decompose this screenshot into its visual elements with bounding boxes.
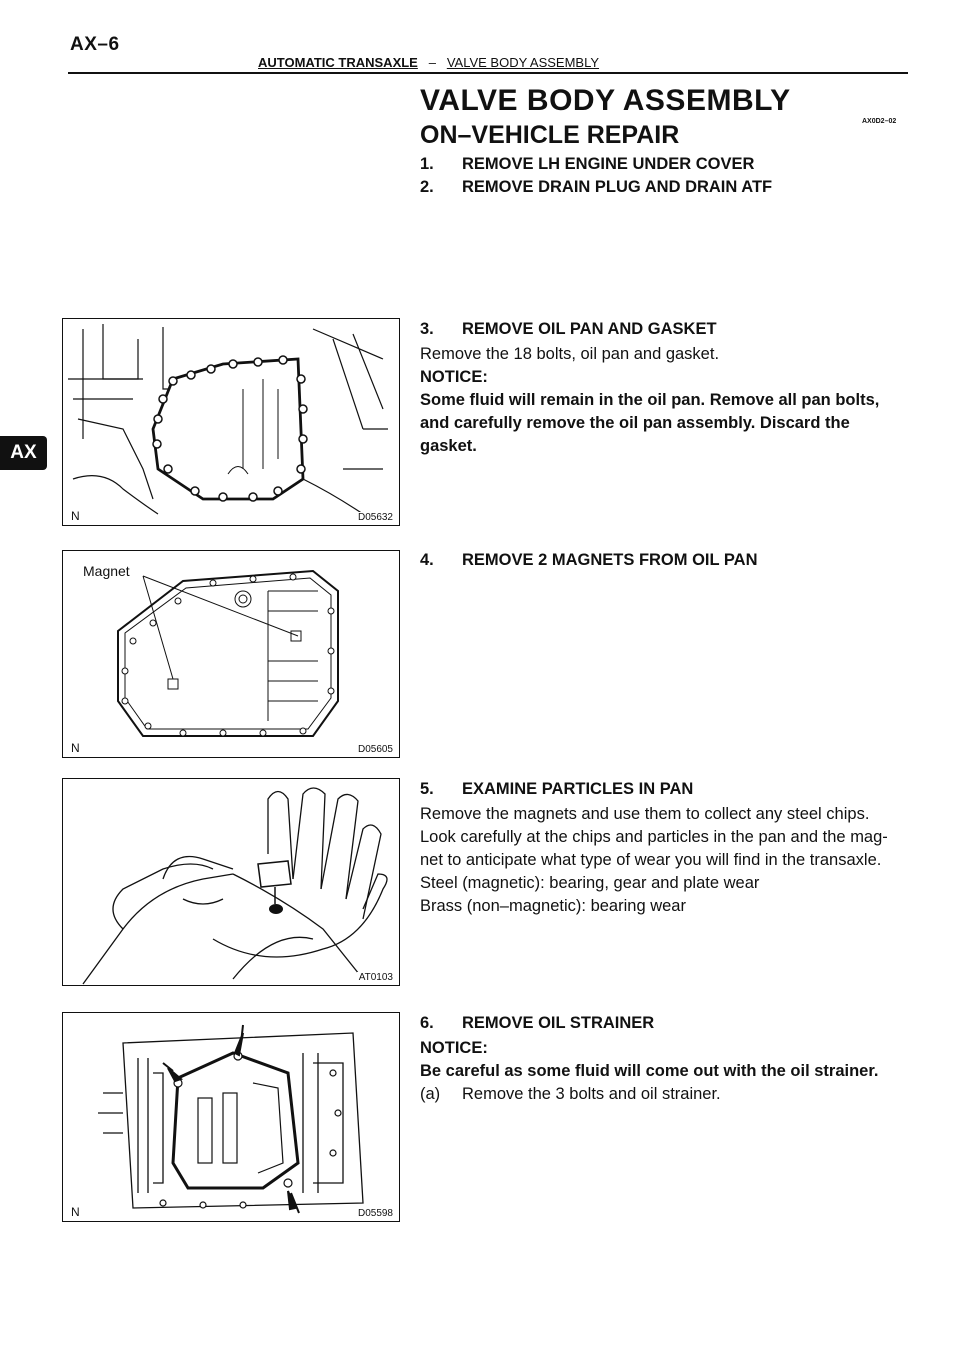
step-3 (420, 320, 717, 339)
step-5 (420, 780, 693, 799)
step-5-line-3: net to anticipate what type of wear you will find in the transaxle. (420, 851, 882, 869)
step-1 (420, 155, 754, 174)
subsection-title: VALVE BODY ASSEMBLY (446, 55, 600, 70)
step-3-instruction: Remove the 18 bolts, oil pan and gasket. (420, 345, 720, 363)
step-6-substep-a-text: Remove the 3 bolts and oil strainer. (462, 1085, 721, 1103)
magnet-callout: Magnet (83, 563, 130, 579)
step-2-number: 2. (420, 178, 434, 196)
step-4-number: 4. (420, 551, 434, 569)
hand-particles-illustration (63, 779, 399, 985)
oil-pan-magnets-illustration (63, 551, 399, 757)
step-2 (420, 178, 772, 197)
step-4 (420, 551, 758, 570)
section-header (258, 55, 599, 70)
step-3-notice-line-3: gasket. (420, 437, 477, 455)
figure-4-code: D05598 (357, 1208, 393, 1219)
step-5-line-5: Brass (non–magnetic): bearing wear (420, 897, 686, 915)
step-5-line-2: Look carefully at the chips and particles in the pan and the mag- (420, 828, 888, 846)
step-5-number: 5. (420, 780, 434, 798)
page-number: AX–6 (70, 34, 120, 55)
step-6-title: REMOVE OIL STRAINER (462, 1014, 655, 1032)
step-6 (420, 1014, 654, 1033)
step-2-title: REMOVE DRAIN PLUG AND DRAIN ATF (462, 178, 773, 196)
step-3-number: 3. (420, 320, 434, 338)
step-3-notice-line-2: and carefully remove the oil pan assembly. Discard the (420, 414, 850, 432)
step-6-substep-a-label: (a) (420, 1085, 441, 1103)
figure-3-code: AT0103 (358, 972, 393, 983)
step-3-title: REMOVE OIL PAN AND GASKET (462, 320, 717, 338)
figure-oil-pan-bolts (62, 318, 400, 526)
figure-2-code: D05605 (357, 744, 393, 755)
step-1-title: REMOVE LH ENGINE UNDER COVER (462, 155, 755, 173)
figure-1-code: D05632 (357, 512, 393, 523)
step-5-line-1: Remove the magnets and use them to collect any steel chips. (420, 805, 870, 823)
step-3-notice-label: NOTICE: (420, 368, 488, 386)
step-6-notice-label: NOTICE: (420, 1039, 488, 1057)
section-tab: AX (0, 436, 47, 470)
page-title: VALVE BODY ASSEMBLY (420, 84, 791, 117)
oil-pan-bolts-illustration (63, 319, 399, 525)
step-6-number: 6. (420, 1014, 434, 1032)
figure-1-n-mark: N (71, 509, 80, 523)
figure-4-n-mark: N (71, 1205, 80, 1219)
step-6-notice-text: Be careful as some fluid will come out with the oil strainer. (420, 1062, 879, 1080)
page-subtitle: ON–VEHICLE REPAIR (420, 121, 680, 149)
document-code: AX0D2–02 (862, 118, 897, 125)
figure-oil-pan-magnets (62, 550, 400, 758)
figure-oil-strainer (62, 1012, 400, 1222)
section-title: AUTOMATIC TRANSAXLE (258, 55, 418, 70)
step-5-title: EXAMINE PARTICLES IN PAN (462, 780, 694, 798)
step-6-substep-a (420, 1083, 721, 1106)
step-5-line-4: Steel (magnetic): bearing, gear and plate wear (420, 874, 760, 892)
header-dash: – (428, 55, 436, 70)
figure-2-n-mark: N (71, 741, 80, 755)
header-rule (68, 72, 908, 74)
step-1-number: 1. (420, 155, 434, 173)
step-4-title: REMOVE 2 MAGNETS FROM OIL PAN (462, 551, 758, 569)
oil-strainer-illustration (63, 1013, 399, 1221)
step-3-notice-line-1: Some fluid will remain in the oil pan. Remove all pan bolts, (420, 391, 880, 409)
figure-examine-particles (62, 778, 400, 986)
